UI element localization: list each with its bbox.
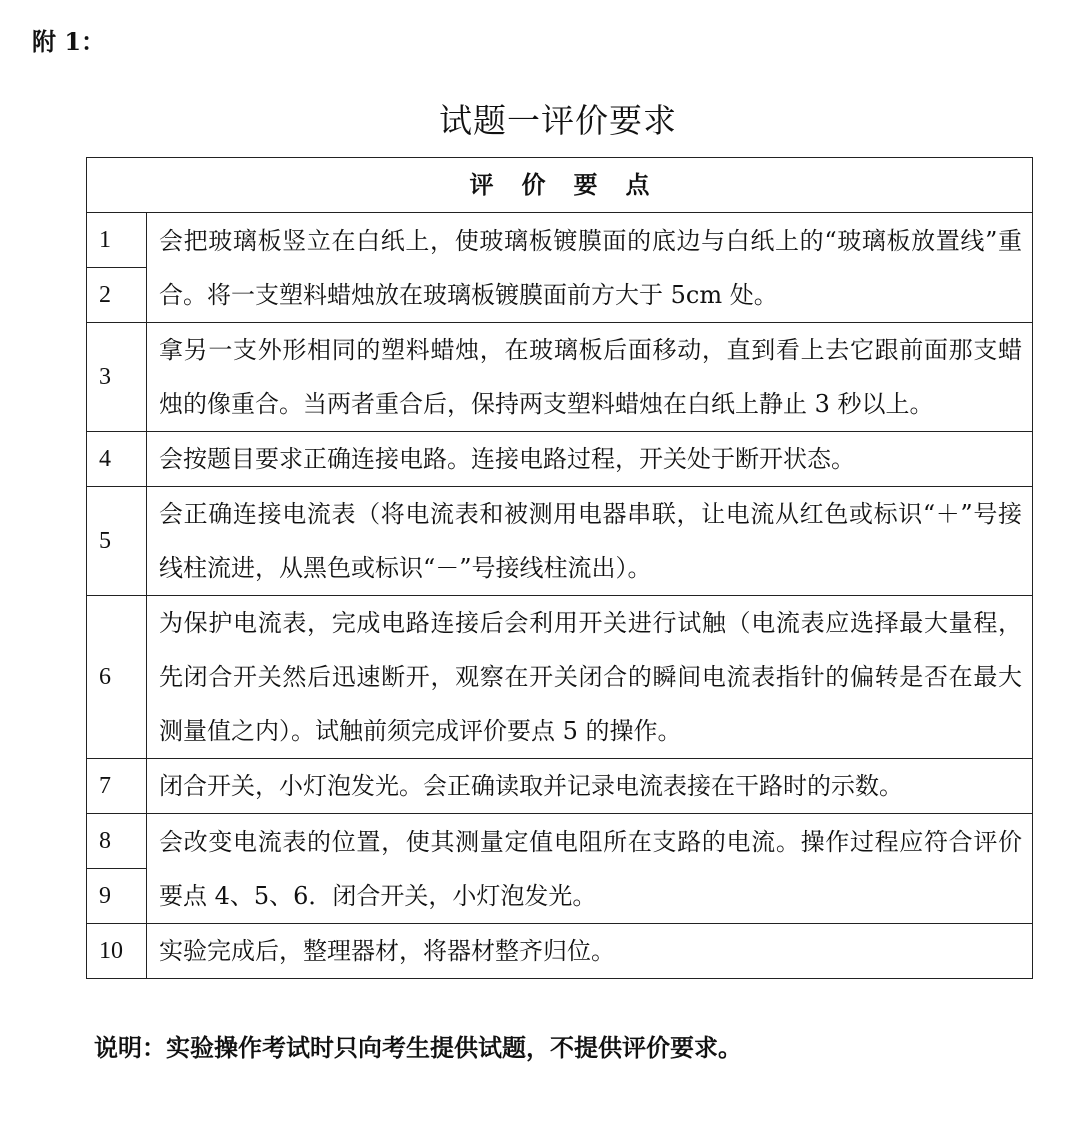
row-text: 会改变电流表的位置，使其测量定值电阻所在支路的电流。操作过程应符合评价要点 4、5、6．闭合开关，小灯泡发光。	[147, 814, 1033, 924]
row-text: 会正确连接电流表（将电流表和被测用电器串联，让电流从红色或标识“＋”号接线柱流进，从黑色或标识“－”号接线柱流出）。	[147, 487, 1033, 596]
row-text: 为保护电流表，完成电路连接后会利用开关进行试触（电流表应选择最大量程，先闭合开关然后迅速断开，观察在开关闭合的瞬间电流表指针的偏转是否在最大测量值之内）。试触前须完成评价要点 5 的操作。	[147, 596, 1033, 759]
table-row	[87, 814, 1033, 869]
table-row	[87, 213, 1033, 268]
table-row	[87, 924, 1033, 979]
table-row	[87, 759, 1033, 814]
table-row	[87, 487, 1033, 596]
row-number: 8	[87, 814, 147, 869]
row-number: 5	[87, 487, 147, 596]
row-number: 7	[87, 759, 147, 814]
row-number: 4	[87, 432, 147, 487]
row-number: 9	[87, 869, 147, 924]
table-row	[87, 596, 1033, 759]
row-text: 实验完成后，整理器材，将器材整齐归位。	[147, 924, 1033, 979]
row-text: 会把玻璃板竖立在白纸上，使玻璃板镀膜面的底边与白纸上的“玻璃板放置线”重合。将一支塑料蜡烛放在玻璃板镀膜面前方大于 5cm 处。	[147, 213, 1033, 323]
row-number: 1	[87, 213, 147, 268]
table-header-row	[87, 158, 1033, 213]
note-text: 说明：实验操作考试时只向考生提供试题，不提供评价要求。	[94, 1033, 742, 1062]
row-number: 10	[87, 924, 147, 979]
page-title: 试题一评价要求	[439, 101, 677, 140]
table-header: 评价要点	[87, 158, 1033, 213]
row-number: 2	[87, 268, 147, 323]
row-text: 拿另一支外形相同的塑料蜡烛，在玻璃板后面移动，直到看上去它跟前面那支蜡烛的像重合。当两者重合后，保持两支塑料蜡烛在白纸上静止 3 秒以上。	[147, 323, 1033, 432]
row-text: 会按题目要求正确连接电路。连接电路过程，开关处于断开状态。	[147, 432, 1033, 487]
table-row	[87, 432, 1033, 487]
row-number: 3	[87, 323, 147, 432]
evaluation-table	[86, 157, 1033, 979]
appendix-label: 附 1：	[32, 27, 106, 56]
row-text: 闭合开关，小灯泡发光。会正确读取并记录电流表接在干路时的示数。	[147, 759, 1033, 814]
table-row	[87, 323, 1033, 432]
row-number: 6	[87, 596, 147, 759]
